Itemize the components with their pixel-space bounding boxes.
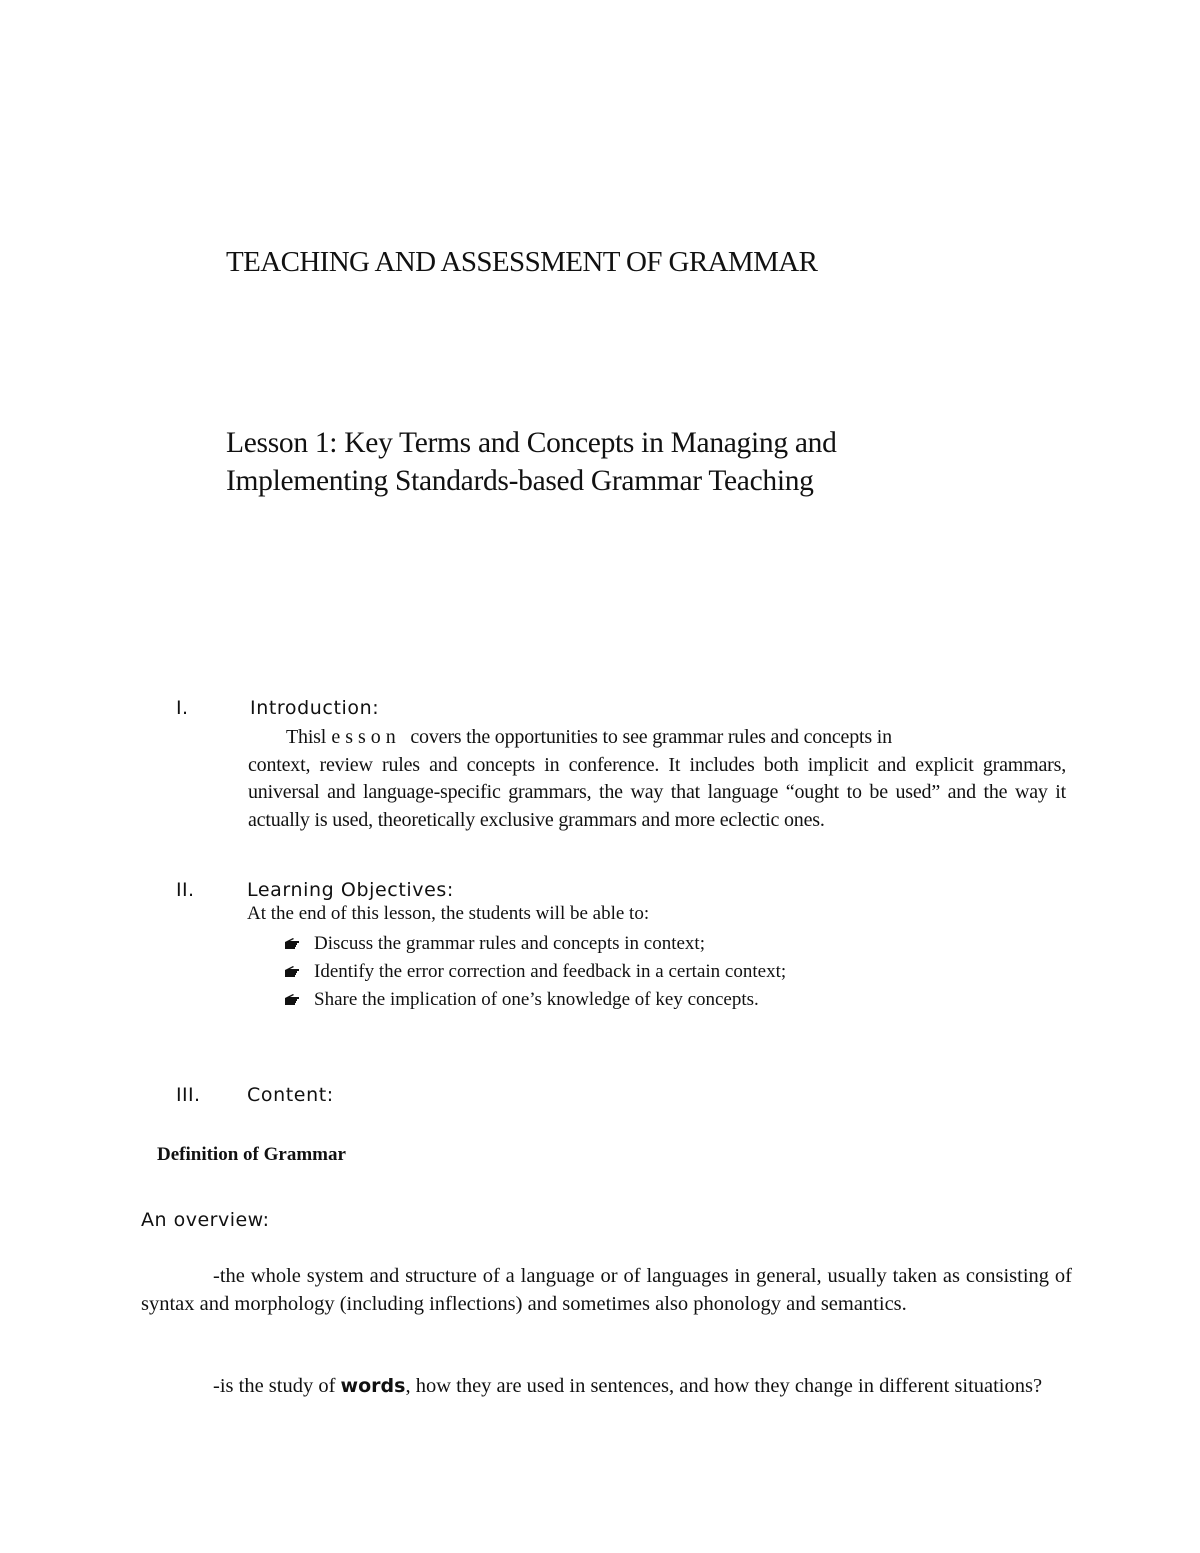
section-number-content: III. <box>176 1084 201 1106</box>
definition-subheading: Definition of Grammar <box>157 1144 346 1165</box>
intro-continuation: context, review rules and concepts in conference. It includes both implicit and explicit grammars, universal and language-specific grammars, the way that language “ought to be used” and the way it actually is used, theoretically exclusive grammars and more eclectic ones. <box>248 753 1066 831</box>
section-heading-introduction: Introduction: <box>250 697 380 719</box>
overview-paragraph-2 <box>141 1372 1072 1400</box>
pointing-hand-icon <box>284 937 300 951</box>
pointing-hand-icon <box>284 965 300 979</box>
objective-text: Discuss the grammar rules and concepts in context; <box>314 933 705 954</box>
objective-item <box>284 930 786 958</box>
section-heading-objectives: Learning Objectives: <box>247 879 454 901</box>
overview-text-2-after: , how they are used in sentences, and how they change in different situations? <box>405 1375 1043 1397</box>
overview-paragraph-1 <box>141 1262 1072 1318</box>
section-heading-content: Content: <box>247 1084 334 1106</box>
objective-text: Share the implication of one’s knowledge of key concepts. <box>314 989 759 1010</box>
intro-lead: This <box>286 726 321 748</box>
lesson-title: Lesson 1: Key Terms and Concepts in Managing and Implementing Standards-based Grammar Teaching <box>226 427 837 497</box>
introduction-paragraph <box>248 724 1066 834</box>
overview-text-1: -the whole system and structure of a language or of languages in general, usually taken as consisting of syntax and morphology (including inflections) and sometimes also phonology and semantics. <box>141 1265 1072 1315</box>
section-number-objectives: II. <box>176 879 195 901</box>
intro-spaced-word: lesson <box>320 726 401 748</box>
objectives-lead: At the end of this lesson, the students will be able to: <box>247 903 650 924</box>
document-title: TEACHING AND ASSESSMENT OF GRAMMAR <box>226 246 818 278</box>
introduction-first-line <box>248 724 1066 752</box>
overview-text-2-before: -is the study of <box>213 1375 341 1397</box>
objectives-list <box>284 930 786 1014</box>
overview-heading: An overview: <box>141 1209 270 1231</box>
pointing-hand-icon <box>284 993 300 1007</box>
objective-text: Identify the error correction and feedback in a certain context; <box>314 961 787 982</box>
intro-first-line-rest: covers the opportunities to see grammar rules and concepts in <box>410 726 892 748</box>
objective-item <box>284 986 786 1014</box>
overview-emphasis-words: words <box>340 1375 406 1397</box>
section-number-introduction: I. <box>176 697 189 719</box>
objective-item <box>284 958 786 986</box>
